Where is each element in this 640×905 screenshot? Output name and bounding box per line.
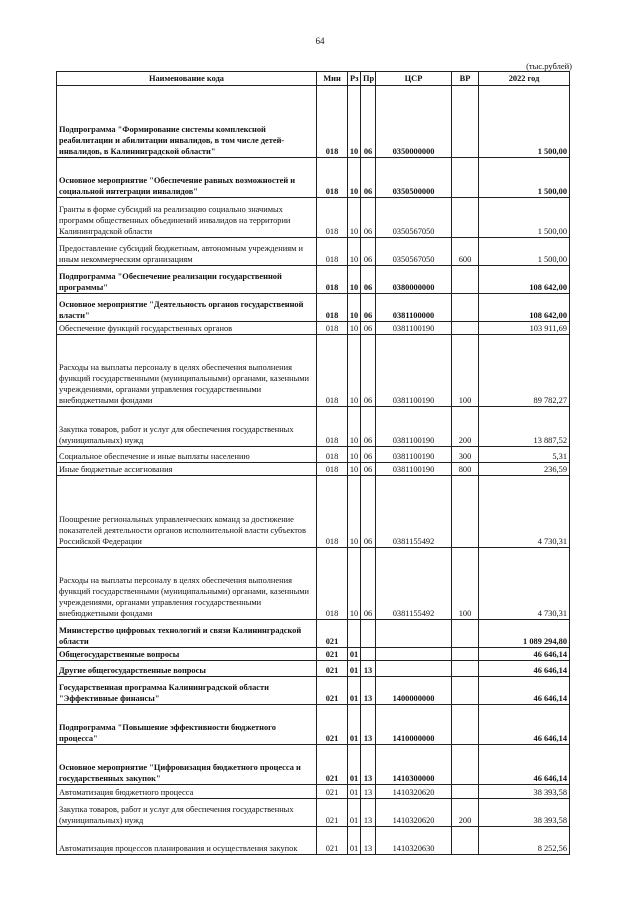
cell-vr (452, 785, 479, 799)
cell-name: Автоматизация бюджетного процесса (57, 785, 317, 799)
table-row (57, 407, 570, 447)
cell-vr (452, 827, 479, 855)
budget-table (56, 71, 570, 855)
cell-min: 021 (317, 827, 348, 855)
cell-vr (452, 661, 479, 677)
cell-name: Закупка товаров, работ и услуг для обеспечения государственных (муниципальных) нужд (57, 799, 317, 827)
cell-csr: 0380000000 (376, 266, 452, 294)
cell-rz: 01 (348, 705, 361, 745)
cell-amount: 46 646,14 (479, 705, 570, 745)
table-row (57, 705, 570, 745)
table-row (57, 745, 570, 785)
cell-csr: 0350500000 (376, 158, 452, 198)
cell-amount: 89 782,27 (479, 335, 570, 407)
table-row (57, 238, 570, 266)
cell-csr: 0381100190 (376, 407, 452, 447)
cell-min: 021 (317, 705, 348, 745)
cell-name: Другие общегосударственные вопросы (57, 661, 317, 677)
cell-min: 018 (317, 266, 348, 294)
cell-rz: 10 (348, 266, 361, 294)
cell-pr (361, 648, 376, 661)
cell-pr: 13 (361, 705, 376, 745)
cell-amount: 236,59 (479, 463, 570, 476)
cell-rz: 01 (348, 799, 361, 827)
cell-name: Министерство цифровых технологий и связи Калининградской области (57, 620, 317, 648)
header-csr: ЦСР (376, 72, 452, 86)
table-row (57, 648, 570, 661)
cell-pr: 13 (361, 661, 376, 677)
table-row (57, 447, 570, 463)
cell-min: 018 (317, 548, 348, 620)
header-name: Наименование кода (57, 72, 317, 86)
cell-csr: 1400000000 (376, 677, 452, 705)
cell-rz: 01 (348, 745, 361, 785)
cell-rz: 10 (348, 463, 361, 476)
header-row (57, 72, 570, 86)
cell-pr: 06 (361, 158, 376, 198)
cell-vr: 300 (452, 447, 479, 463)
cell-vr: 200 (452, 407, 479, 447)
cell-rz: 10 (348, 407, 361, 447)
cell-amount: 38 393,58 (479, 785, 570, 799)
cell-csr: 0350567050 (376, 238, 452, 266)
cell-vr (452, 648, 479, 661)
cell-pr: 06 (361, 322, 376, 335)
cell-rz: 10 (348, 322, 361, 335)
cell-amount: 1 089 294,80 (479, 620, 570, 648)
cell-min: 018 (317, 447, 348, 463)
cell-pr: 06 (361, 447, 376, 463)
cell-csr: 1410000000 (376, 705, 452, 745)
cell-vr: 100 (452, 335, 479, 407)
table-row (57, 158, 570, 198)
cell-pr: 13 (361, 827, 376, 855)
table-row (57, 335, 570, 407)
cell-amount: 46 646,14 (479, 648, 570, 661)
cell-min: 021 (317, 620, 348, 648)
cell-csr (376, 620, 452, 648)
cell-pr: 06 (361, 294, 376, 322)
cell-vr (452, 266, 479, 294)
cell-vr (452, 705, 479, 745)
table-row (57, 322, 570, 335)
cell-min: 018 (317, 198, 348, 238)
table-row (57, 198, 570, 238)
cell-vr (452, 476, 479, 548)
cell-amount: 1 500,00 (479, 86, 570, 158)
cell-amount: 46 646,14 (479, 677, 570, 705)
cell-amount: 5,31 (479, 447, 570, 463)
cell-csr: 1410300000 (376, 745, 452, 785)
cell-vr (452, 198, 479, 238)
cell-name: Обеспечение функций государственных органов (57, 322, 317, 335)
cell-name: Основное мероприятие "Обеспечение равных возможностей и социальной интеграции инвалидов" (57, 158, 317, 198)
cell-vr: 200 (452, 799, 479, 827)
cell-vr (452, 322, 479, 335)
table-row (57, 86, 570, 158)
cell-vr: 800 (452, 463, 479, 476)
cell-min: 018 (317, 322, 348, 335)
table-row (57, 266, 570, 294)
cell-pr: 13 (361, 799, 376, 827)
cell-vr (452, 677, 479, 705)
cell-pr: 06 (361, 335, 376, 407)
cell-name: Предоставление субсидий бюджетным, автономным учреждениям и иным некоммерческим организациям (57, 238, 317, 266)
cell-amount: 103 911,69 (479, 322, 570, 335)
cell-vr: 100 (452, 548, 479, 620)
cell-pr: 06 (361, 198, 376, 238)
cell-min: 018 (317, 463, 348, 476)
cell-rz: 10 (348, 198, 361, 238)
header-vr: ВР (452, 72, 479, 86)
cell-vr (452, 158, 479, 198)
cell-rz: 10 (348, 335, 361, 407)
cell-rz: 01 (348, 677, 361, 705)
cell-rz: 10 (348, 86, 361, 158)
cell-name: Поощрение региональных управленческих команд за достижение показателей деятельности органов исполнительной власти субъектов Российской Федерации (57, 476, 317, 548)
cell-csr: 1410320620 (376, 799, 452, 827)
cell-min: 018 (317, 158, 348, 198)
cell-min: 018 (317, 476, 348, 548)
cell-name: Основное мероприятие "Деятельность органов государственной власти" (57, 294, 317, 322)
cell-name: Иные бюджетные ассигнования (57, 463, 317, 476)
cell-rz: 10 (348, 238, 361, 266)
cell-min: 021 (317, 661, 348, 677)
cell-amount: 46 646,14 (479, 661, 570, 677)
cell-pr: 06 (361, 548, 376, 620)
cell-csr: 1410320630 (376, 827, 452, 855)
table-row (57, 294, 570, 322)
cell-name: Автоматизация процессов планирования и осуществления закупок (57, 827, 317, 855)
cell-csr: 0381100190 (376, 322, 452, 335)
cell-csr: 0381100190 (376, 335, 452, 407)
cell-min: 018 (317, 407, 348, 447)
table-row (57, 620, 570, 648)
cell-amount: 1 500,00 (479, 198, 570, 238)
cell-name: Государственная программа Калининградской области "Эффективные финансы" (57, 677, 317, 705)
cell-amount: 1 500,00 (479, 238, 570, 266)
cell-csr: 0350567050 (376, 198, 452, 238)
cell-name: Гранты в форме субсидий на реализацию социально значимых программ общественных объединений инвалидов на территории Калининградской области (57, 198, 317, 238)
cell-vr (452, 294, 479, 322)
cell-csr: 0381155492 (376, 476, 452, 548)
table-row (57, 799, 570, 827)
table-row (57, 476, 570, 548)
cell-min: 021 (317, 648, 348, 661)
cell-vr (452, 86, 479, 158)
header-pr: Пр (361, 72, 376, 86)
cell-vr (452, 620, 479, 648)
header-year: 2022 год (479, 72, 570, 86)
header-min: Мин (317, 72, 348, 86)
units-label: (тыс.рублей) (526, 61, 572, 71)
cell-pr: 06 (361, 238, 376, 266)
cell-pr (361, 620, 376, 648)
table-row (57, 827, 570, 855)
cell-rz: 01 (348, 785, 361, 799)
cell-rz: 01 (348, 661, 361, 677)
cell-rz: 01 (348, 827, 361, 855)
cell-min: 018 (317, 238, 348, 266)
cell-min: 018 (317, 294, 348, 322)
table-row (57, 661, 570, 677)
page-number: 64 (315, 36, 325, 46)
cell-pr: 06 (361, 86, 376, 158)
cell-csr: 0381100000 (376, 294, 452, 322)
table-row (57, 785, 570, 799)
cell-name: Основное мероприятие "Цифровизация бюджетного процесса и государственных закупок" (57, 745, 317, 785)
cell-rz (348, 620, 361, 648)
cell-name: Подпрограмма "Обеспечение реализации государственной программы" (57, 266, 317, 294)
cell-rz: 01 (348, 648, 361, 661)
cell-csr: 1410320620 (376, 785, 452, 799)
cell-csr: 0381100190 (376, 447, 452, 463)
cell-rz: 10 (348, 158, 361, 198)
cell-pr: 06 (361, 476, 376, 548)
cell-amount: 1 500,00 (479, 158, 570, 198)
table-row (57, 548, 570, 620)
cell-pr: 13 (361, 785, 376, 799)
cell-name: Подпрограмма "Формирование системы комплексной реабилитации и абилитации инвалидов, в том числе детей-инвалидов, в Калининградской области" (57, 86, 317, 158)
table-row (57, 463, 570, 476)
cell-pr: 06 (361, 266, 376, 294)
cell-pr: 06 (361, 463, 376, 476)
header-rz: Рз (348, 72, 361, 86)
cell-amount: 108 642,00 (479, 294, 570, 322)
cell-vr (452, 745, 479, 785)
cell-name: Общегосударственные вопросы (57, 648, 317, 661)
cell-csr (376, 648, 452, 661)
cell-name: Расходы на выплаты персоналу в целях обеспечения выполнения функций государственными (муниципальными) органами, казенными учреждениями, органами управления государственными внебюджетными фондами (57, 548, 317, 620)
cell-rz: 10 (348, 447, 361, 463)
cell-min: 021 (317, 799, 348, 827)
cell-min: 021 (317, 677, 348, 705)
cell-csr (376, 661, 452, 677)
cell-csr: 0381155492 (376, 548, 452, 620)
cell-csr: 0381100190 (376, 463, 452, 476)
cell-amount: 4 730,31 (479, 476, 570, 548)
cell-name: Закупка товаров, работ и услуг для обеспечения государственных (муниципальных) нужд (57, 407, 317, 447)
cell-amount: 38 393,58 (479, 799, 570, 827)
cell-name: Подпрограмма "Повышение эффективности бюджетного процесса" (57, 705, 317, 745)
cell-pr: 13 (361, 677, 376, 705)
cell-rz: 10 (348, 476, 361, 548)
cell-amount: 108 642,00 (479, 266, 570, 294)
cell-pr: 13 (361, 745, 376, 785)
cell-min: 018 (317, 86, 348, 158)
cell-amount: 46 646,14 (479, 745, 570, 785)
cell-min: 018 (317, 335, 348, 407)
table-row (57, 677, 570, 705)
cell-csr: 0350000000 (376, 86, 452, 158)
cell-amount: 4 730,31 (479, 548, 570, 620)
cell-vr: 600 (452, 238, 479, 266)
cell-amount: 8 252,56 (479, 827, 570, 855)
cell-pr: 06 (361, 407, 376, 447)
cell-min: 021 (317, 785, 348, 799)
cell-amount: 13 887,52 (479, 407, 570, 447)
cell-rz: 10 (348, 294, 361, 322)
cell-min: 021 (317, 745, 348, 785)
cell-name: Расходы на выплаты персоналу в целях обеспечения выполнения функций государственными (муниципальными) органами, казенными учреждениями, органами управления государственными внебюджетными фондами (57, 335, 317, 407)
cell-rz: 10 (348, 548, 361, 620)
cell-name: Социальное обеспечение и иные выплаты населению (57, 447, 317, 463)
